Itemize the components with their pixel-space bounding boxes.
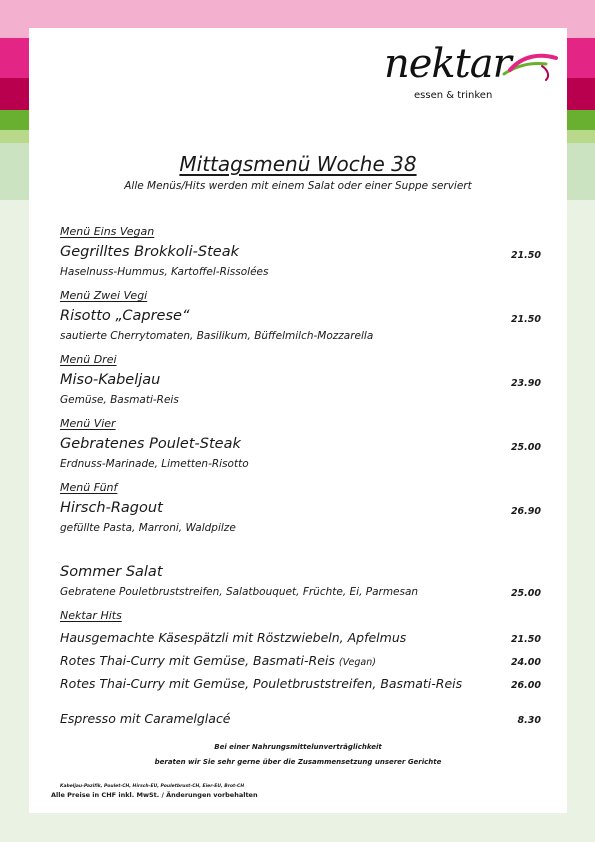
leaf-swoosh-icon [502,52,558,82]
hit-price: 24.00 [510,657,541,668]
vegan-note: (Vegan) [338,657,376,668]
dish-description: Haselnuss-Hummus, Kartoffel-Rissolées [60,266,269,278]
page-subtitle: Alle Menüs/Hits werden mit einem Salat oder einer Suppe serviert [124,180,472,192]
hit-price: 21.50 [510,634,541,645]
price-disclaimer: Alle Preise in CHF inkl. MwSt. / Änderungen vorbehalten [51,791,258,799]
dish-name: Gebratenes Poulet-Steak [60,436,241,452]
section-label: Menü Vier [60,417,116,430]
section-label: Menü Eins Vegan [60,225,155,238]
dish-name: Hirsch-Ragout [60,500,163,516]
nektar-logo [384,42,559,112]
hit-item: Hausgemachte Käsespätzli mit Röstzwiebeln, Apfelmus [60,630,407,645]
dish-price: 26.90 [510,506,541,517]
section-label: Menü Fünf [60,481,118,494]
page-title: Mittagsmenü Woche 38 [179,152,417,176]
menu-sheet [29,28,567,813]
hit-item-name: Rotes Thai-Curry mit Gemüse, Basmati-Reis [60,653,335,668]
origin-declaration: Kabeljau-Pazifik, Poulet-CH, Hirsch-EU, Pouletbrust-CH, Eier-EU, Brot-CH [60,784,245,789]
hit-item: Rotes Thai-Curry mit Gemüse, Pouletbruststreifen, Basmati-Reis [60,676,463,691]
dish-name: Gegrilltes Brokkoli-Steak [60,244,240,260]
dish-description: gefüllte Pasta, Marroni, Waldpilze [60,522,236,534]
hits-label: Nektar Hits [60,609,122,622]
dish-price: 21.50 [510,314,541,325]
dish-description: Erdnuss-Marinade, Limetten-Risotto [60,458,249,470]
dessert-price: 8.30 [517,715,541,726]
dish-name: Miso-Kabeljau [60,372,161,388]
section-label: Menü Zwei Vegi [60,289,148,302]
hit-price: 26.00 [510,680,541,691]
logo-tagline: essen & trinken [414,90,493,101]
dessert-name: Espresso mit Caramelglacé [60,711,231,726]
dish-description: sautierte Cherrytomaten, Basilikum, Büffelmilch-Mozzarella [60,330,374,342]
dish-price: 25.00 [510,442,541,453]
section-label: Menü Drei [60,353,117,366]
dish-price: 23.90 [510,378,541,389]
dish-description: Gemüse, Basmati-Reis [60,394,179,406]
logo-wordmark: nektar [384,41,511,87]
dish-price: 21.50 [510,250,541,261]
allergy-note-line-2: beraten wir Sie sehr gerne über die Zusammensetzung unserer Gerichte [154,758,442,766]
salad-description: Gebratene Pouletbruststreifen, Salatbouquet, Früchte, Ei, Parmesan [60,586,419,598]
dish-name: Risotto „Caprese“ [60,308,190,324]
salad-name: Sommer Salat [60,564,163,580]
salad-price: 25.00 [510,588,541,599]
allergy-note-line-1: Bei einer Nahrungsmittelunverträglichkeit [214,743,382,751]
hit-item [60,653,376,668]
